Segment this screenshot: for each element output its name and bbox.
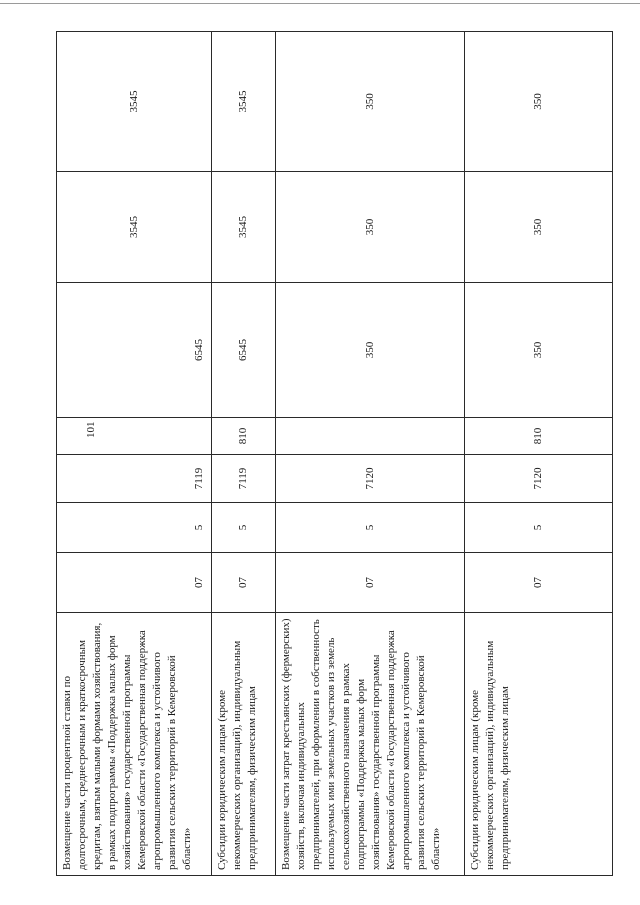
- budget-table: [56, 31, 613, 876]
- amount-year-2: 3545: [212, 172, 276, 283]
- subsection-code: 5: [465, 503, 613, 553]
- amount-year-1: 350: [276, 283, 465, 418]
- target-code: 7120: [276, 455, 465, 503]
- amount-year-1: 6545: [57, 283, 212, 418]
- amount-year-1: 350: [465, 283, 613, 418]
- amount-year-3: 350: [465, 32, 613, 172]
- page-number: 101: [85, 421, 97, 438]
- row-description: Возмещение части затрат крестьянских (фермерских) хозяйств, включая индивидуальных предпринимателей, при оформлении в собственность используемых ими земельных участков из земель сельскохозяйственного назначения в рамках подпрограммы «Поддержка малых форм хозяйствования» государственной программы Кемеровской области «Государственная поддержка агропромышленного комплекса и устойчивого развития сельских территорий в Кемеровской области»: [276, 613, 465, 876]
- amount-year-1: 6545: [212, 283, 276, 418]
- row-description: Субсидии юридическим лицам (кроме некоммерческих организаций), индивидуальным предпринимателям, физическим лицам: [212, 613, 276, 876]
- expense-type-code: 810: [465, 418, 613, 455]
- expense-type-code: [276, 418, 465, 455]
- amount-year-3: 3545: [212, 32, 276, 172]
- section-code: 07: [276, 553, 465, 613]
- expense-type-code: [57, 418, 212, 455]
- table-row: [465, 32, 613, 876]
- target-code: 7119: [57, 455, 212, 503]
- expense-type-code: 810: [212, 418, 276, 455]
- table-row: [212, 32, 276, 876]
- row-description: Возмещение части процентной ставки по долгосрочным, среднесрочным и краткосрочным кредитам, взятым малыми формами хозяйствования, в рамках подпрограммы «Поддержка малых форм хозяйствования» государственной программы Кемеровской области «Государственная поддержка агропромышленного комплекса и устойчивого развития сельских территорий в Кемеровской области»: [57, 613, 212, 876]
- section-code: 07: [465, 553, 613, 613]
- amount-year-2: 3545: [57, 172, 212, 283]
- section-code: 07: [57, 553, 212, 613]
- amount-year-2: 350: [276, 172, 465, 283]
- subsection-code: 5: [276, 503, 465, 553]
- target-code: 7120: [465, 455, 613, 503]
- amount-year-3: 350: [276, 32, 465, 172]
- subsection-code: 5: [212, 503, 276, 553]
- top-rule: [0, 3, 640, 4]
- table-row: [276, 32, 465, 876]
- amount-year-3: 3545: [57, 32, 212, 172]
- section-code: 07: [212, 553, 276, 613]
- table-row: [57, 32, 212, 876]
- target-code: 7119: [212, 455, 276, 503]
- subsection-code: 5: [57, 503, 212, 553]
- amount-year-2: 350: [465, 172, 613, 283]
- row-description: Субсидии юридическим лицам (кроме некоммерческих организаций), индивидуальным предпринимателям, физическим лицам: [465, 613, 613, 876]
